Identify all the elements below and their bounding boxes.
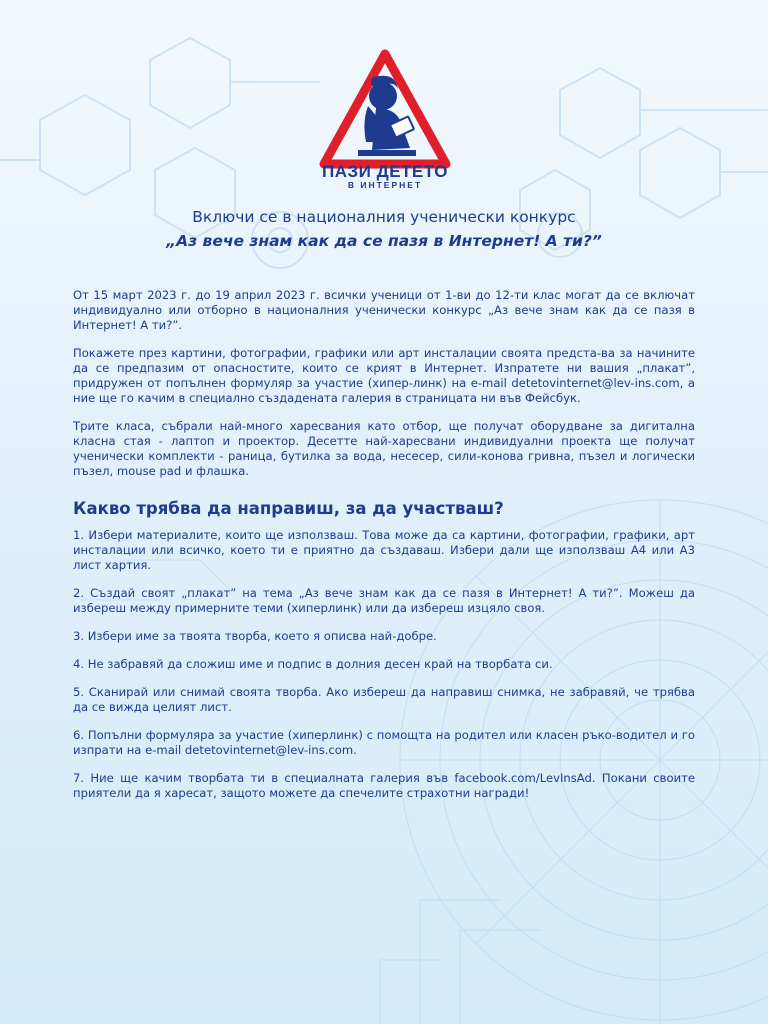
intro-paragraph-prizes: Трите класа, събрали най-много харесвания като отбор, ще получат оборудване за дигитална класна стая - лаптоп и проектор. Десетте най-харесвани индивидуални проекта ще получат ученически комплекти - раница, бутилка за вода, несесер, сили-конова гривна, пъзел и логически пъзел, mouse pad и флашка. (73, 419, 695, 478)
section-title: Какво трябва да направиш, за да участваш? (73, 499, 504, 518)
intro-paragraph-dates: От 15 март 2023 г. до 19 април 2023 г. всички ученици от 1-ви до 12-ти клас могат да се включат индивидуално или отборно в националния ученически конкурс „Аз вече знам как да се пазя в Интернет! А ти?”. (73, 288, 695, 332)
brand-subtitle: В ИНТЕРНЕТ (347, 180, 423, 190)
intro-paragraph-submission: Покажете през картини, фотографии, графики или арт инсталации своята предста-ва за начините да се предпазим от опасностите, които се крият в Интернет. Изпратете ни вашия „плакат”, придружен от попълнен формуляр за участие (хипер-линк) на e-mail detetovinternet@lev-ins.com, а ние ще го качим в специално създадената галерия в страницата ни във Фейсбук. (73, 346, 695, 405)
contest-heading-line1: Включи се в националния ученически конкурс (192, 208, 576, 226)
step-item: 1. Избери материалите, които ще използваш. Това може да са картини, фотографии, графики, арт инсталации или всичко, което ти е приятно да създаваш. Избери дали ще използваш А4 или А3 лист хартия. (73, 528, 695, 572)
step-item: 3. Избери име за твоята творба, което я описва най-добре. (73, 629, 437, 643)
step-item: 5. Сканирай или снимай своята творба. Ако избереш да направиш снимка, не забравяй, че трябва да се вижда целият лист. (73, 685, 695, 714)
step-item: 2. Създай своят „плакат” на тема „Аз вече знам как да се пазя в Интернет! А ти?”. Можеш да избереш между примерните теми (хиперлинк) или да избереш изцяло своя. (73, 586, 695, 615)
content (73, 288, 695, 814)
step-item: 4. Не забравяй да сложиш име и подпис в долния десен край на творбата си. (73, 657, 553, 671)
brand-title: ПАЗИ ДЕТЕТО (322, 162, 448, 181)
step-item: 6. Попълни формуляра за участие (хиперлинк) с помощта на родител или класен ръко-водител и го изпрати на e-mail detetovinternet@lev-ins.com. (73, 728, 695, 757)
contest-heading-line2: „Аз вече знам как да се пазя в Интернет! А ти?” (166, 232, 602, 250)
step-item: 7. Ние ще качим творбата ти в специалната галерия във facebook.com/LevInsAd. Покани своите приятели да я харесат, защото можете да спечелите страхотни награди! (73, 771, 695, 800)
